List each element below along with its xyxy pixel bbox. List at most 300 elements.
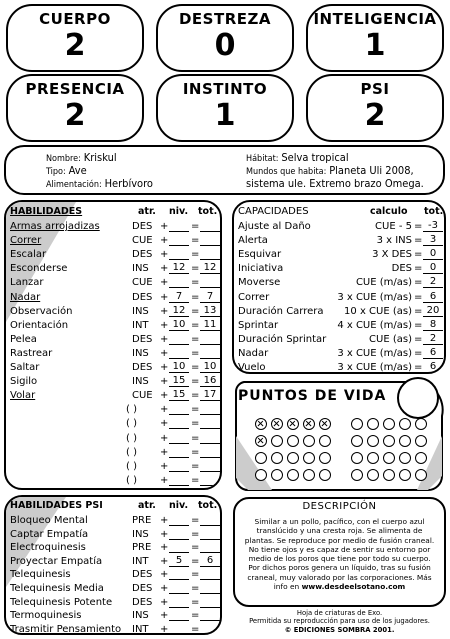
equals-sign: = bbox=[414, 235, 423, 247]
equals-sign: = bbox=[414, 347, 423, 359]
plus-sign: + bbox=[160, 305, 169, 317]
capacity-calc: 3 x CUE (m/as) bbox=[337, 347, 412, 359]
capacity-name: Duración Carrera bbox=[238, 305, 324, 317]
capacity-total[interactable]: 3 bbox=[423, 234, 443, 246]
skill-total[interactable]: 12 bbox=[200, 262, 220, 274]
equals-sign: = bbox=[191, 542, 200, 554]
plus-sign: + bbox=[160, 333, 169, 345]
capacities-panel bbox=[232, 200, 446, 374]
psi-skill-row bbox=[6, 623, 222, 635]
hp-circle[interactable] bbox=[319, 435, 331, 447]
capacity-calc: CUE (as) bbox=[369, 333, 412, 345]
plus-sign: + bbox=[160, 376, 169, 388]
psi-skill-level[interactable] bbox=[169, 596, 189, 608]
skill-name: Rastrear bbox=[10, 347, 53, 359]
capacity-name: Moverse bbox=[238, 277, 281, 289]
hp-circle[interactable] bbox=[271, 435, 283, 447]
hp-circle[interactable] bbox=[399, 418, 411, 430]
plus-sign: + bbox=[160, 390, 169, 402]
psi-skill-total[interactable] bbox=[200, 541, 220, 553]
equals-sign: = bbox=[191, 474, 200, 486]
capacity-total[interactable]: -3 bbox=[423, 220, 443, 232]
psi-skill-level[interactable]: 5 bbox=[169, 555, 189, 567]
psi-skill-row bbox=[6, 568, 222, 581]
equals-sign: = bbox=[414, 362, 423, 373]
equals-sign: = bbox=[191, 376, 200, 388]
hp-circle[interactable] bbox=[367, 452, 379, 464]
skill-total[interactable] bbox=[200, 220, 220, 232]
plus-sign: + bbox=[160, 596, 169, 608]
skills-panel bbox=[4, 200, 222, 490]
hp-circle[interactable] bbox=[351, 418, 363, 430]
hp-title: PUNTOS DE VIDA bbox=[238, 388, 387, 404]
skill-level[interactable]: 12 bbox=[169, 305, 189, 317]
plus-sign: + bbox=[160, 569, 169, 581]
attr-value[interactable]: 2 bbox=[364, 98, 386, 133]
hp-circle[interactable] bbox=[303, 469, 315, 481]
hp-circle[interactable] bbox=[303, 418, 315, 430]
psi-skill-name: Termoquinesis bbox=[10, 610, 82, 622]
hp-circle[interactable] bbox=[303, 452, 315, 464]
skill-total[interactable]: 7 bbox=[200, 291, 220, 303]
psi-skill-row bbox=[6, 555, 222, 568]
capacity-name: Esquivar bbox=[238, 249, 282, 261]
equals-sign: = bbox=[191, 418, 200, 430]
skill-row bbox=[6, 361, 222, 374]
footer-line-3: © EDICIONES SOMBRA 2001. bbox=[284, 625, 395, 634]
skill-row bbox=[6, 262, 222, 275]
description-text bbox=[242, 517, 437, 591]
skill-level[interactable] bbox=[169, 432, 189, 444]
skill-total[interactable] bbox=[200, 403, 220, 415]
skill-level[interactable] bbox=[169, 446, 189, 458]
attr-presencia bbox=[6, 74, 144, 142]
equals-sign: = bbox=[191, 277, 200, 289]
skill-level[interactable] bbox=[169, 276, 189, 288]
skill-total[interactable] bbox=[200, 333, 220, 345]
footer bbox=[233, 609, 446, 634]
capacity-total[interactable]: 6 bbox=[423, 347, 443, 359]
equals-sign: = bbox=[191, 623, 200, 635]
capacity-total[interactable]: 8 bbox=[423, 319, 443, 331]
hp-circle[interactable] bbox=[367, 418, 379, 430]
psi-skill-attr: DES bbox=[132, 569, 153, 581]
description-panel bbox=[233, 497, 446, 607]
skill-name: Observación bbox=[10, 305, 73, 317]
hp-circle[interactable] bbox=[415, 435, 427, 447]
capacity-row bbox=[234, 262, 446, 275]
equals-sign: = bbox=[191, 291, 200, 303]
psi-skill-row bbox=[6, 514, 222, 527]
equals-sign: = bbox=[191, 249, 200, 261]
skill-attr: INS bbox=[132, 263, 149, 275]
attr-value[interactable]: 1 bbox=[364, 28, 386, 63]
skill-attr: DES bbox=[132, 362, 153, 373]
capacity-calc: 3 X DES bbox=[372, 249, 412, 261]
skill-name: Pelea bbox=[10, 333, 37, 345]
psi-skill-level[interactable] bbox=[169, 541, 189, 553]
plus-sign: + bbox=[160, 249, 169, 261]
hp-circle[interactable] bbox=[319, 452, 331, 464]
plus-sign: + bbox=[160, 474, 169, 486]
psi-skill-level[interactable] bbox=[169, 582, 189, 594]
capacity-total[interactable]: 0 bbox=[423, 262, 443, 274]
capacity-calc: 10 x CUE (as) bbox=[344, 305, 412, 317]
skill-attr: DES bbox=[132, 333, 153, 345]
skill-total[interactable] bbox=[200, 446, 220, 458]
skill-row bbox=[6, 389, 222, 402]
psi-skill-total[interactable]: 6 bbox=[200, 555, 220, 567]
plus-sign: + bbox=[160, 528, 169, 540]
hp-circle[interactable] bbox=[351, 452, 363, 464]
equals-sign: = bbox=[191, 390, 200, 402]
skill-row bbox=[6, 446, 222, 459]
psi-skill-row bbox=[6, 582, 222, 595]
hp-circle[interactable] bbox=[319, 469, 331, 481]
skill-total[interactable] bbox=[200, 460, 220, 472]
capacity-name: Correr bbox=[238, 291, 270, 303]
equals-sign: = bbox=[191, 319, 200, 331]
hp-circle[interactable] bbox=[383, 435, 395, 447]
capacity-total[interactable]: 2 bbox=[423, 276, 443, 288]
skill-row bbox=[6, 403, 222, 416]
skill-level[interactable] bbox=[169, 460, 189, 472]
skill-row bbox=[6, 333, 222, 346]
psi-skill-total[interactable] bbox=[200, 609, 220, 621]
hp-circle[interactable] bbox=[287, 452, 299, 464]
hp-circle[interactable] bbox=[415, 418, 427, 430]
skill-attr: CUE bbox=[132, 390, 153, 402]
equals-sign: = bbox=[414, 221, 423, 232]
worlds-value[interactable]: Planeta Uli 2008, bbox=[329, 164, 414, 177]
psi-skill-total[interactable] bbox=[200, 596, 220, 608]
footer-line-2: Permitida su reproducción para uso de los jugadores. bbox=[249, 617, 430, 626]
attr-psi bbox=[306, 74, 444, 142]
skill-total[interactable] bbox=[200, 276, 220, 288]
psi-skill-level[interactable] bbox=[169, 514, 189, 526]
skill-attr: INS bbox=[132, 305, 149, 317]
skills-title: HABILIDADES bbox=[10, 206, 83, 217]
footer-line-1: Hoja de criaturas de Exo. bbox=[296, 609, 383, 617]
capacities-title: CAPACIDADES bbox=[238, 206, 309, 217]
attr-destreza bbox=[156, 4, 294, 72]
hp-circle[interactable] bbox=[319, 418, 331, 430]
hp-circle[interactable] bbox=[383, 452, 395, 464]
equals-sign: = bbox=[191, 347, 200, 359]
skill-level[interactable]: 15 bbox=[169, 375, 189, 387]
hp-circle[interactable] bbox=[415, 452, 427, 464]
skill-row bbox=[6, 319, 222, 332]
plus-sign: + bbox=[160, 623, 169, 635]
col-total: tot. bbox=[424, 206, 444, 217]
equals-sign: = bbox=[191, 263, 200, 275]
capacity-calc: 3 x CUE (m/as) bbox=[337, 362, 412, 373]
plus-sign: + bbox=[160, 221, 169, 232]
plus-sign: + bbox=[160, 263, 169, 275]
plus-sign: + bbox=[160, 235, 169, 247]
equals-sign: = bbox=[191, 610, 200, 622]
skill-attr: ( ) bbox=[126, 474, 137, 486]
skill-level[interactable] bbox=[169, 234, 189, 246]
food-label: Alimentación: bbox=[46, 180, 102, 190]
psi-skill-row bbox=[6, 541, 222, 554]
capacity-row bbox=[234, 291, 446, 304]
skill-total[interactable]: 16 bbox=[200, 375, 220, 387]
capacity-name: Ajuste al Daño bbox=[238, 221, 311, 232]
capacity-total[interactable]: 2 bbox=[423, 333, 443, 345]
capacity-row bbox=[234, 361, 446, 374]
hp-circle[interactable] bbox=[351, 435, 363, 447]
skill-attr: ( ) bbox=[126, 404, 137, 416]
capacity-row bbox=[234, 333, 446, 346]
hp-circle[interactable] bbox=[399, 469, 411, 481]
skill-level[interactable]: 15 bbox=[169, 389, 189, 401]
plus-sign: + bbox=[160, 319, 169, 331]
skill-total[interactable] bbox=[200, 432, 220, 444]
psi-skill-level[interactable] bbox=[169, 528, 189, 540]
capacity-row bbox=[234, 234, 446, 247]
plus-sign: + bbox=[160, 555, 169, 567]
habitat-value[interactable]: Selva tropical bbox=[281, 151, 349, 164]
hp-circle[interactable] bbox=[287, 469, 299, 481]
skill-row bbox=[6, 305, 222, 318]
equals-sign: = bbox=[191, 221, 200, 232]
skill-row bbox=[6, 474, 222, 487]
equals-sign: = bbox=[191, 446, 200, 458]
equals-sign: = bbox=[191, 569, 200, 581]
equals-sign: = bbox=[191, 528, 200, 540]
hp-circle[interactable] bbox=[399, 435, 411, 447]
attr-value[interactable]: 2 bbox=[64, 28, 86, 63]
hp-circle[interactable] bbox=[303, 435, 315, 447]
hp-circle[interactable] bbox=[383, 418, 395, 430]
plus-sign: + bbox=[160, 542, 169, 554]
hp-circle[interactable] bbox=[255, 435, 267, 447]
capacity-name: Iniciativa bbox=[238, 263, 284, 275]
capacity-calc: CUE - 5 bbox=[375, 221, 412, 232]
plus-sign: + bbox=[160, 432, 169, 444]
attr-instinto bbox=[156, 74, 294, 142]
skill-name: Saltar bbox=[10, 362, 40, 373]
capacity-name: Duración Sprintar bbox=[238, 333, 327, 345]
skill-total[interactable]: 10 bbox=[200, 361, 220, 373]
skill-total[interactable]: 11 bbox=[200, 319, 220, 331]
skill-row bbox=[6, 375, 222, 388]
skill-name: Armas arrojadizas bbox=[10, 221, 100, 232]
equals-sign: = bbox=[191, 460, 200, 472]
psi-skill-attr: INS bbox=[132, 528, 149, 540]
capacity-total[interactable]: 20 bbox=[423, 305, 443, 317]
skill-level[interactable] bbox=[169, 333, 189, 345]
psi-skill-attr: INT bbox=[132, 555, 149, 567]
attr-label: PRESENCIA bbox=[25, 80, 125, 98]
capacity-row bbox=[234, 319, 446, 332]
equals-sign: = bbox=[414, 291, 423, 303]
type-value[interactable]: Ave bbox=[68, 164, 87, 177]
description-body: Similar a un pollo, pacífico, con el cuerpo azul translúcido y una cresta roja. Se alimenta de plantas. Se reproduce por medio de fusión craneal. No tiene ojos y es capaz de sentir su entorno por medio de los poros que tiene por todo su cuerpo. Por dichos poros genera un líquido, tras su fusión craneal, muy valorado por las corporaciones. Más info en bbox=[244, 517, 435, 592]
hp-circle[interactable] bbox=[271, 469, 283, 481]
hp-circle[interactable] bbox=[399, 452, 411, 464]
skill-name: Volar bbox=[10, 390, 36, 402]
capacity-name: Vuelo bbox=[238, 362, 266, 373]
hp-circle[interactable] bbox=[287, 435, 299, 447]
plus-sign: + bbox=[160, 515, 169, 526]
psi-skill-row bbox=[6, 528, 222, 541]
description-url[interactable]: www.desdeelsotano.com bbox=[301, 582, 406, 592]
attr-value[interactable]: 1 bbox=[214, 98, 236, 133]
col-attr: atr. bbox=[138, 206, 156, 217]
skill-attr: ( ) bbox=[126, 432, 137, 444]
skill-level[interactable] bbox=[169, 220, 189, 232]
habitat-label: Hábitat: bbox=[246, 154, 279, 164]
capacity-total[interactable]: 6 bbox=[423, 361, 443, 373]
plus-sign: + bbox=[160, 404, 169, 416]
skill-level[interactable]: 10 bbox=[169, 361, 189, 373]
name-value[interactable]: Kriskul bbox=[83, 151, 117, 164]
col-level: niv. bbox=[169, 206, 189, 217]
attr-inteligencia bbox=[306, 4, 444, 72]
equals-sign: = bbox=[414, 305, 423, 317]
name-label: Nombre: bbox=[46, 154, 81, 164]
skill-name: Lanzar bbox=[10, 277, 44, 289]
skill-total[interactable] bbox=[200, 248, 220, 260]
attr-label: DESTREZA bbox=[178, 10, 271, 28]
equals-sign: = bbox=[191, 404, 200, 416]
hp-circle[interactable] bbox=[287, 418, 299, 430]
skill-total[interactable] bbox=[200, 234, 220, 246]
plus-sign: + bbox=[160, 362, 169, 373]
capacity-calc: 4 x CUE (m/as) bbox=[337, 319, 412, 331]
hp-circle[interactable] bbox=[271, 452, 283, 464]
equals-sign: = bbox=[414, 277, 423, 289]
equals-sign: = bbox=[191, 305, 200, 317]
attr-value[interactable]: 2 bbox=[64, 98, 86, 133]
psi-skill-total[interactable] bbox=[200, 568, 220, 580]
psi-skill-name: Telequinesis Media bbox=[10, 583, 104, 594]
capacity-calc: 3 x CUE (m/as) bbox=[337, 291, 412, 303]
capacity-row bbox=[234, 276, 446, 289]
skill-name: Orientación bbox=[10, 319, 69, 331]
attr-label: INSTINTO bbox=[182, 80, 268, 98]
skill-name: Nadar bbox=[10, 291, 41, 303]
equals-sign: = bbox=[414, 333, 423, 345]
hp-circle[interactable] bbox=[367, 469, 379, 481]
description-title: DESCRIPCIÓN bbox=[302, 501, 377, 512]
type-label: Tipo: bbox=[46, 167, 66, 177]
skill-attr: ( ) bbox=[126, 460, 137, 472]
skill-attr: INS bbox=[132, 376, 149, 388]
capacity-row bbox=[234, 305, 446, 318]
skill-total[interactable] bbox=[200, 347, 220, 359]
equals-sign: = bbox=[191, 596, 200, 608]
psi-skill-level[interactable] bbox=[169, 568, 189, 580]
hp-circle[interactable] bbox=[383, 469, 395, 481]
plus-sign: + bbox=[160, 583, 169, 594]
skill-total[interactable] bbox=[200, 474, 220, 486]
hp-circle[interactable] bbox=[367, 435, 379, 447]
skill-level[interactable] bbox=[169, 248, 189, 260]
psi-skill-name: Electroquinesis bbox=[10, 542, 86, 554]
col-attr: atr. bbox=[138, 500, 156, 511]
skill-row bbox=[6, 347, 222, 360]
hp-circle[interactable] bbox=[271, 418, 283, 430]
capacity-name: Sprintar bbox=[238, 319, 279, 331]
skill-total[interactable]: 13 bbox=[200, 305, 220, 317]
skill-attr: CUE bbox=[132, 277, 153, 289]
skill-level[interactable]: 12 bbox=[169, 262, 189, 274]
capacity-total[interactable]: 6 bbox=[423, 291, 443, 303]
psi-skill-level[interactable] bbox=[169, 623, 189, 635]
skill-attr: ( ) bbox=[126, 418, 137, 430]
skill-level[interactable] bbox=[169, 474, 189, 486]
psi-skill-total[interactable] bbox=[200, 528, 220, 540]
attr-value[interactable]: 0 bbox=[214, 28, 236, 63]
skill-attr: DES bbox=[132, 221, 153, 232]
food-value[interactable]: Herbívoro bbox=[104, 177, 153, 190]
capacity-name: Alerta bbox=[238, 235, 268, 247]
hp-circle[interactable] bbox=[255, 418, 267, 430]
skill-row bbox=[6, 276, 222, 289]
psi-skill-total[interactable] bbox=[200, 623, 220, 635]
psi-skill-level[interactable] bbox=[169, 609, 189, 621]
skill-level[interactable] bbox=[169, 347, 189, 359]
equals-sign: = bbox=[191, 555, 200, 567]
capacity-name: Nadar bbox=[238, 347, 269, 359]
skill-row bbox=[6, 417, 222, 430]
worlds-value-2[interactable]: sistema ule. Extremo brazo Omega. bbox=[246, 177, 424, 190]
skill-row bbox=[6, 432, 222, 445]
skill-total[interactable]: 17 bbox=[200, 389, 220, 401]
plus-sign: + bbox=[160, 277, 169, 289]
equals-sign: = bbox=[191, 362, 200, 373]
hp-circle[interactable] bbox=[415, 469, 427, 481]
attr-cuerpo bbox=[6, 4, 144, 72]
skill-attr: INS bbox=[132, 347, 149, 359]
worlds-label: Mundos que habita: bbox=[246, 167, 327, 177]
skill-level[interactable] bbox=[169, 403, 189, 415]
plus-sign: + bbox=[160, 347, 169, 359]
capacity-row bbox=[234, 248, 446, 261]
col-calc: calculo bbox=[370, 206, 408, 217]
capacity-calc: CUE (m/as) bbox=[355, 277, 412, 289]
skill-level[interactable]: 10 bbox=[169, 319, 189, 331]
psi-skill-name: Telequinesis bbox=[10, 569, 71, 581]
capacity-calc: 3 x INS bbox=[376, 235, 412, 247]
plus-sign: + bbox=[160, 418, 169, 430]
hp-circle[interactable] bbox=[255, 452, 267, 464]
skill-level[interactable]: 7 bbox=[169, 291, 189, 303]
skill-row bbox=[6, 248, 222, 261]
skill-row bbox=[6, 460, 222, 473]
psi-skill-total[interactable] bbox=[200, 514, 220, 526]
psi-skill-total[interactable] bbox=[200, 582, 220, 594]
equals-sign: = bbox=[414, 263, 423, 275]
skill-total[interactable] bbox=[200, 417, 220, 429]
hp-circle[interactable] bbox=[255, 469, 267, 481]
capacity-total[interactable]: 0 bbox=[423, 248, 443, 260]
skill-name: Escalar bbox=[10, 249, 47, 261]
skill-level[interactable] bbox=[169, 417, 189, 429]
psi-skill-row bbox=[6, 596, 222, 609]
skill-row bbox=[6, 291, 222, 304]
skill-name: Correr bbox=[10, 235, 42, 247]
creature-info bbox=[4, 145, 445, 195]
col-level: niv. bbox=[169, 500, 189, 511]
psi-title: HABILIDADES PSI bbox=[10, 500, 103, 511]
psi-skill-row bbox=[6, 609, 222, 622]
skill-row bbox=[6, 220, 222, 233]
hp-circle[interactable] bbox=[351, 469, 363, 481]
